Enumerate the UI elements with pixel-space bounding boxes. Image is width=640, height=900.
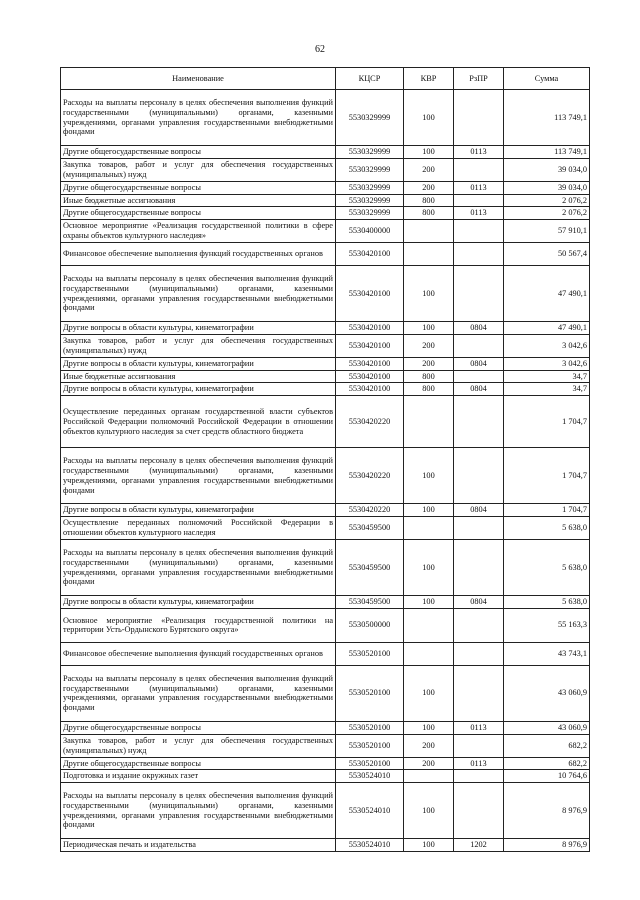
table-cell-sum: 43 743,1 bbox=[504, 642, 590, 665]
table-cell-kcsr: 5530420100 bbox=[336, 370, 404, 383]
table-cell-sum: 34,7 bbox=[504, 370, 590, 383]
table-cell-sum: 47 490,1 bbox=[504, 266, 590, 322]
table-row bbox=[61, 540, 590, 596]
table-cell-kvr: 100 bbox=[404, 90, 454, 146]
table-cell-name: Другие общегосударственные вопросы bbox=[61, 721, 336, 734]
header-rzpr: РзПР bbox=[454, 68, 504, 90]
table-cell-name: Расходы на выплаты персоналу в целях обеспечения выполнения функций государственными (муниципальными) органами, казенными учреждениями, органами управления государственными внебюджетными фондами bbox=[61, 448, 336, 504]
table-cell-rzpr bbox=[454, 608, 504, 642]
table-cell-kcsr: 5530420100 bbox=[336, 334, 404, 357]
table-cell-kcsr: 5530500000 bbox=[336, 608, 404, 642]
table-cell-sum: 43 060,9 bbox=[504, 721, 590, 734]
table-cell-name: Осуществление переданных полномочий Российской Федерации в отношении объектов культурного наследия bbox=[61, 517, 336, 540]
table-cell-name: Финансовое обеспечение выполнения функций государственных органов bbox=[61, 243, 336, 266]
table-cell-kcsr: 5530329999 bbox=[336, 158, 404, 181]
table-cell-kvr: 200 bbox=[404, 757, 454, 770]
table-cell-kcsr: 5530329999 bbox=[336, 90, 404, 146]
table-cell-sum: 10 764,6 bbox=[504, 770, 590, 783]
table-cell-kcsr: 5530524010 bbox=[336, 839, 404, 852]
table-cell-kvr: 200 bbox=[404, 181, 454, 194]
table-cell-name: Другие общегосударственные вопросы bbox=[61, 146, 336, 159]
table-row bbox=[61, 207, 590, 220]
table-row bbox=[61, 734, 590, 757]
table-row bbox=[61, 757, 590, 770]
table-cell-name: Подготовка и издание окружных газет bbox=[61, 770, 336, 783]
table-cell-sum: 50 567,4 bbox=[504, 243, 590, 266]
table-cell-sum: 3 042,6 bbox=[504, 334, 590, 357]
table-cell-rzpr bbox=[454, 370, 504, 383]
table-row bbox=[61, 721, 590, 734]
table-cell-rzpr: 0113 bbox=[454, 757, 504, 770]
table-cell-kcsr: 5530420220 bbox=[336, 396, 404, 448]
table-cell-sum: 5 638,0 bbox=[504, 596, 590, 609]
table-cell-name: Закупка товаров, работ и услуг для обеспечения государственных (муниципальных) нужд bbox=[61, 334, 336, 357]
table-row bbox=[61, 370, 590, 383]
table-cell-kcsr: 5530524010 bbox=[336, 770, 404, 783]
table-cell-rzpr: 0804 bbox=[454, 383, 504, 396]
table-body bbox=[61, 90, 590, 852]
table-cell-sum: 34,7 bbox=[504, 383, 590, 396]
table-cell-sum: 1 704,7 bbox=[504, 396, 590, 448]
table-cell-rzpr bbox=[454, 770, 504, 783]
budget-table bbox=[60, 67, 590, 852]
table-row bbox=[61, 334, 590, 357]
table-cell-sum: 113 749,1 bbox=[504, 90, 590, 146]
table-cell-kvr: 200 bbox=[404, 734, 454, 757]
table-cell-kcsr: 5530520100 bbox=[336, 734, 404, 757]
table-cell-rzpr bbox=[454, 665, 504, 721]
table-cell-kvr: 800 bbox=[404, 370, 454, 383]
table-cell-kcsr: 5530459500 bbox=[336, 517, 404, 540]
table-cell-name: Основное мероприятие «Реализация государственной политики на территории Усть-Ордынского Бурятского округа» bbox=[61, 608, 336, 642]
table-cell-rzpr bbox=[454, 448, 504, 504]
table-cell-rzpr bbox=[454, 243, 504, 266]
table-cell-rzpr bbox=[454, 396, 504, 448]
table-cell-sum: 5 638,0 bbox=[504, 540, 590, 596]
table-cell-rzpr bbox=[454, 334, 504, 357]
table-cell-kvr bbox=[404, 770, 454, 783]
table-row bbox=[61, 243, 590, 266]
table-cell-rzpr: 0113 bbox=[454, 207, 504, 220]
table-row bbox=[61, 596, 590, 609]
table-cell-kcsr: 5530420100 bbox=[336, 322, 404, 335]
table-cell-kvr bbox=[404, 243, 454, 266]
table-cell-sum: 57 910,1 bbox=[504, 220, 590, 243]
table-cell-kcsr: 5530329999 bbox=[336, 146, 404, 159]
table-cell-rzpr bbox=[454, 642, 504, 665]
table-cell-name: Расходы на выплаты персоналу в целях обеспечения выполнения функций государственными (муниципальными) органами, казенными учреждениями, органами управления государственными внебюджетными фондами bbox=[61, 783, 336, 839]
header-kvr: КВР bbox=[404, 68, 454, 90]
table-cell-rzpr bbox=[454, 783, 504, 839]
table-cell-name: Другие общегосударственные вопросы bbox=[61, 207, 336, 220]
table-cell-kvr: 100 bbox=[404, 839, 454, 852]
table-cell-rzpr: 0113 bbox=[454, 181, 504, 194]
table-row bbox=[61, 504, 590, 517]
table-row bbox=[61, 448, 590, 504]
table-cell-kcsr: 5530420220 bbox=[336, 448, 404, 504]
table-cell-rzpr bbox=[454, 158, 504, 181]
header-kcsr: КЦСР bbox=[336, 68, 404, 90]
table-cell-rzpr bbox=[454, 266, 504, 322]
table-row bbox=[61, 266, 590, 322]
table-cell-kvr: 100 bbox=[404, 783, 454, 839]
table-cell-sum: 1 704,7 bbox=[504, 504, 590, 517]
table-cell-sum: 2 076,2 bbox=[504, 194, 590, 207]
table-cell-kvr: 100 bbox=[404, 504, 454, 517]
table-cell-kcsr: 5530420220 bbox=[336, 504, 404, 517]
table-cell-rzpr: 0113 bbox=[454, 146, 504, 159]
table-cell-kvr: 100 bbox=[404, 596, 454, 609]
table-cell-rzpr bbox=[454, 90, 504, 146]
table-row bbox=[61, 383, 590, 396]
table-cell-sum: 1 704,7 bbox=[504, 448, 590, 504]
table-row bbox=[61, 608, 590, 642]
table-cell-kcsr: 5530524010 bbox=[336, 783, 404, 839]
table-cell-kvr bbox=[404, 517, 454, 540]
table-cell-rzpr bbox=[454, 517, 504, 540]
table-cell-kcsr: 5530400000 bbox=[336, 220, 404, 243]
table-row bbox=[61, 220, 590, 243]
table-cell-kvr: 200 bbox=[404, 158, 454, 181]
table-cell-kvr: 200 bbox=[404, 334, 454, 357]
table-cell-rzpr: 1202 bbox=[454, 839, 504, 852]
table-cell-name: Основное мероприятие «Реализация государственной политики в сфере охраны объектов культурного наследия» bbox=[61, 220, 336, 243]
header-sum: Сумма bbox=[504, 68, 590, 90]
table-cell-kcsr: 5530329999 bbox=[336, 207, 404, 220]
table-cell-name: Расходы на выплаты персоналу в целях обеспечения выполнения функций государственными (муниципальными) органами, казенными учреждениями, органами управления государственными внебюджетными фондами bbox=[61, 665, 336, 721]
table-cell-rzpr bbox=[454, 540, 504, 596]
table-cell-kcsr: 5530520100 bbox=[336, 757, 404, 770]
table-cell-name: Расходы на выплаты персоналу в целях обеспечения выполнения функций государственными (муниципальными) органами, казенными учреждениями, органами управления государственными внебюджетными фондами bbox=[61, 90, 336, 146]
table-row bbox=[61, 357, 590, 370]
table-cell-kvr bbox=[404, 608, 454, 642]
table-cell-name: Другие вопросы в области культуры, кинематографии bbox=[61, 596, 336, 609]
table-cell-name: Другие вопросы в области культуры, кинематографии bbox=[61, 322, 336, 335]
table-cell-rzpr bbox=[454, 194, 504, 207]
table-row bbox=[61, 181, 590, 194]
table-cell-name: Закупка товаров, работ и услуг для обеспечения государственных (муниципальных) нужд bbox=[61, 158, 336, 181]
table-cell-name: Другие общегосударственные вопросы bbox=[61, 181, 336, 194]
table-cell-rzpr bbox=[454, 734, 504, 757]
table-cell-kvr: 800 bbox=[404, 383, 454, 396]
table-cell-name: Расходы на выплаты персоналу в целях обеспечения выполнения функций государственными (муниципальными) органами, казенными учреждениями, органами управления государственными внебюджетными фондами bbox=[61, 540, 336, 596]
table-cell-rzpr: 0113 bbox=[454, 721, 504, 734]
table-cell-kcsr: 5530420100 bbox=[336, 383, 404, 396]
table-cell-rzpr: 0804 bbox=[454, 596, 504, 609]
table-row bbox=[61, 146, 590, 159]
table-cell-name: Расходы на выплаты персоналу в целях обеспечения выполнения функций государственными (муниципальными) органами, казенными учреждениями, органами управления государственными внебюджетными фондами bbox=[61, 266, 336, 322]
table-cell-name: Иные бюджетные ассигнования bbox=[61, 194, 336, 207]
table-cell-rzpr: 0804 bbox=[454, 504, 504, 517]
table-cell-kcsr: 5530329999 bbox=[336, 181, 404, 194]
table-cell-kvr: 100 bbox=[404, 266, 454, 322]
table-row bbox=[61, 642, 590, 665]
table-cell-kvr bbox=[404, 396, 454, 448]
table-cell-name: Финансовое обеспечение выполнения функций государственных органов bbox=[61, 642, 336, 665]
table-cell-rzpr: 0804 bbox=[454, 357, 504, 370]
table-cell-kcsr: 5530520100 bbox=[336, 665, 404, 721]
table-row bbox=[61, 839, 590, 852]
table-cell-kvr: 100 bbox=[404, 146, 454, 159]
table-row bbox=[61, 322, 590, 335]
table-cell-sum: 43 060,9 bbox=[504, 665, 590, 721]
page-number: 62 bbox=[315, 44, 325, 55]
table-cell-name: Другие вопросы в области культуры, кинематографии bbox=[61, 383, 336, 396]
table-cell-sum: 113 749,1 bbox=[504, 146, 590, 159]
table-cell-sum: 3 042,6 bbox=[504, 357, 590, 370]
table-cell-name: Осуществление переданных органам государственной власти субъектов Российской Федерации полномочий Российской Федерации в отношении объектов культурного наследия за счет средств областного бюджета bbox=[61, 396, 336, 448]
table-cell-sum: 5 638,0 bbox=[504, 517, 590, 540]
table-cell-kcsr: 5530329999 bbox=[336, 194, 404, 207]
table-cell-kcsr: 5530459500 bbox=[336, 540, 404, 596]
table-cell-sum: 8 976,9 bbox=[504, 839, 590, 852]
table-cell-kvr: 100 bbox=[404, 540, 454, 596]
table-row bbox=[61, 396, 590, 448]
table-cell-rzpr bbox=[454, 220, 504, 243]
table-cell-sum: 8 976,9 bbox=[504, 783, 590, 839]
table-cell-rzpr: 0804 bbox=[454, 322, 504, 335]
table-cell-kvr bbox=[404, 642, 454, 665]
table-cell-kvr: 100 bbox=[404, 665, 454, 721]
table-cell-kcsr: 5530520100 bbox=[336, 642, 404, 665]
table-cell-sum: 55 163,3 bbox=[504, 608, 590, 642]
table-row bbox=[61, 158, 590, 181]
table-cell-sum: 39 034,0 bbox=[504, 181, 590, 194]
table-cell-name: Другие вопросы в области культуры, кинематографии bbox=[61, 357, 336, 370]
header-name: Наименование bbox=[61, 68, 336, 90]
table-cell-sum: 47 490,1 bbox=[504, 322, 590, 335]
table-cell-kvr bbox=[404, 220, 454, 243]
table-cell-name: Закупка товаров, работ и услуг для обеспечения государственных (муниципальных) нужд bbox=[61, 734, 336, 757]
table-row bbox=[61, 770, 590, 783]
table-row bbox=[61, 665, 590, 721]
table-cell-kcsr: 5530420100 bbox=[336, 357, 404, 370]
table-cell-kcsr: 5530420100 bbox=[336, 266, 404, 322]
table-row bbox=[61, 194, 590, 207]
table-cell-kcsr: 5530420100 bbox=[336, 243, 404, 266]
table-row bbox=[61, 90, 590, 146]
table-row bbox=[61, 783, 590, 839]
table-cell-kvr: 100 bbox=[404, 721, 454, 734]
table-header-row bbox=[61, 68, 590, 90]
table-cell-name: Другие общегосударственные вопросы bbox=[61, 757, 336, 770]
table-cell-kvr: 100 bbox=[404, 322, 454, 335]
table-cell-kcsr: 5530459500 bbox=[336, 596, 404, 609]
table-cell-name: Другие вопросы в области культуры, кинематографии bbox=[61, 504, 336, 517]
table-cell-name: Иные бюджетные ассигнования bbox=[61, 370, 336, 383]
table-cell-kvr: 800 bbox=[404, 194, 454, 207]
table-cell-name: Периодическая печать и издательства bbox=[61, 839, 336, 852]
table-cell-kvr: 100 bbox=[404, 448, 454, 504]
table-cell-sum: 682,2 bbox=[504, 734, 590, 757]
table-cell-sum: 2 076,2 bbox=[504, 207, 590, 220]
table-cell-kcsr: 5530520100 bbox=[336, 721, 404, 734]
table-cell-sum: 39 034,0 bbox=[504, 158, 590, 181]
table-cell-sum: 682,2 bbox=[504, 757, 590, 770]
table-row bbox=[61, 517, 590, 540]
table-cell-kvr: 200 bbox=[404, 357, 454, 370]
table-cell-kvr: 800 bbox=[404, 207, 454, 220]
